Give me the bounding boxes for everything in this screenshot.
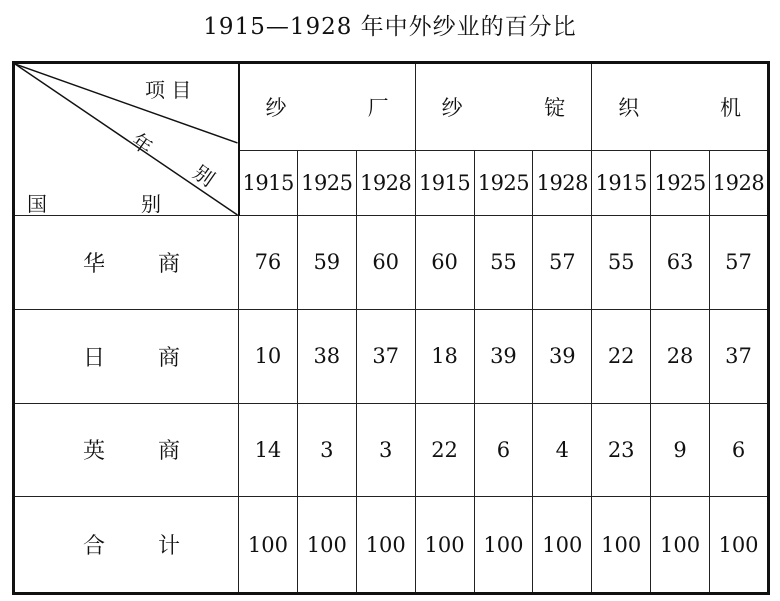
value-cell: 6 bbox=[474, 403, 533, 497]
corner-year-label-1: 年 bbox=[127, 128, 158, 160]
value-cell: 100 bbox=[239, 497, 298, 594]
value-cell: 4 bbox=[533, 403, 592, 497]
value-cell: 100 bbox=[356, 497, 415, 594]
value-cell: 9 bbox=[651, 403, 710, 497]
table-row bbox=[14, 216, 769, 310]
value-cell: 39 bbox=[533, 309, 592, 403]
value-cell: 100 bbox=[533, 497, 592, 594]
group-header-mills bbox=[239, 63, 416, 151]
value-cell: 57 bbox=[710, 216, 769, 310]
group-char-2: 机 bbox=[720, 96, 741, 120]
table-row bbox=[14, 309, 769, 403]
group-char-2: 锭 bbox=[544, 96, 566, 120]
value-cell: 22 bbox=[415, 403, 474, 497]
year-header: 1915 bbox=[239, 151, 298, 216]
corner-country-label-2: 别 bbox=[141, 192, 161, 216]
table-row bbox=[14, 497, 769, 594]
value-cell: 60 bbox=[356, 216, 415, 310]
header-corner-cell bbox=[14, 63, 239, 216]
value-cell: 37 bbox=[356, 309, 415, 403]
percentage-table bbox=[12, 61, 770, 595]
group-header-looms bbox=[592, 63, 769, 151]
row-label: 华 商 bbox=[83, 251, 180, 277]
corner-country-label-1: 国 bbox=[27, 192, 47, 216]
year-header: 1925 bbox=[474, 151, 533, 216]
value-cell: 76 bbox=[239, 216, 298, 310]
value-cell: 100 bbox=[710, 497, 769, 594]
table-title: 1915—1928 年中外纱业的百分比 bbox=[203, 14, 577, 40]
value-cell: 3 bbox=[356, 403, 415, 497]
value-cell: 22 bbox=[592, 309, 651, 403]
value-cell: 63 bbox=[651, 216, 710, 310]
row-label: 日 商 bbox=[83, 345, 180, 371]
value-cell: 100 bbox=[592, 497, 651, 594]
year-header: 1928 bbox=[710, 151, 769, 216]
group-char-2: 厂 bbox=[367, 96, 389, 120]
year-header: 1915 bbox=[415, 151, 474, 216]
value-cell: 6 bbox=[710, 403, 769, 497]
value-cell: 55 bbox=[592, 216, 651, 310]
corner-diagonals bbox=[15, 64, 238, 215]
value-cell: 100 bbox=[415, 497, 474, 594]
corner-item-label: 项 目 bbox=[145, 78, 192, 102]
value-cell: 18 bbox=[415, 309, 474, 403]
year-header: 1928 bbox=[533, 151, 592, 216]
value-cell: 57 bbox=[533, 216, 592, 310]
value-cell: 38 bbox=[297, 309, 356, 403]
value-cell: 37 bbox=[710, 309, 769, 403]
value-cell: 10 bbox=[239, 309, 298, 403]
value-cell: 100 bbox=[474, 497, 533, 594]
group-char-1: 纱 bbox=[441, 96, 463, 120]
value-cell: 39 bbox=[474, 309, 533, 403]
table-row bbox=[14, 403, 769, 497]
corner-year-label-2: 别 bbox=[189, 160, 220, 192]
value-cell: 55 bbox=[474, 216, 533, 310]
value-cell: 100 bbox=[297, 497, 356, 594]
group-char-1: 纱 bbox=[265, 96, 287, 120]
value-cell: 3 bbox=[297, 403, 356, 497]
value-cell: 14 bbox=[239, 403, 298, 497]
value-cell: 59 bbox=[297, 216, 356, 310]
year-header: 1925 bbox=[297, 151, 356, 216]
value-cell: 28 bbox=[651, 309, 710, 403]
year-header: 1915 bbox=[592, 151, 651, 216]
year-header: 1928 bbox=[356, 151, 415, 216]
group-header-spindles bbox=[415, 63, 592, 151]
row-label: 英 商 bbox=[83, 439, 180, 465]
value-cell: 60 bbox=[415, 216, 474, 310]
value-cell: 100 bbox=[651, 497, 710, 594]
group-char-1: 织 bbox=[618, 96, 640, 120]
row-label: 合 计 bbox=[83, 534, 180, 560]
year-header: 1925 bbox=[651, 151, 710, 216]
value-cell: 23 bbox=[592, 403, 651, 497]
